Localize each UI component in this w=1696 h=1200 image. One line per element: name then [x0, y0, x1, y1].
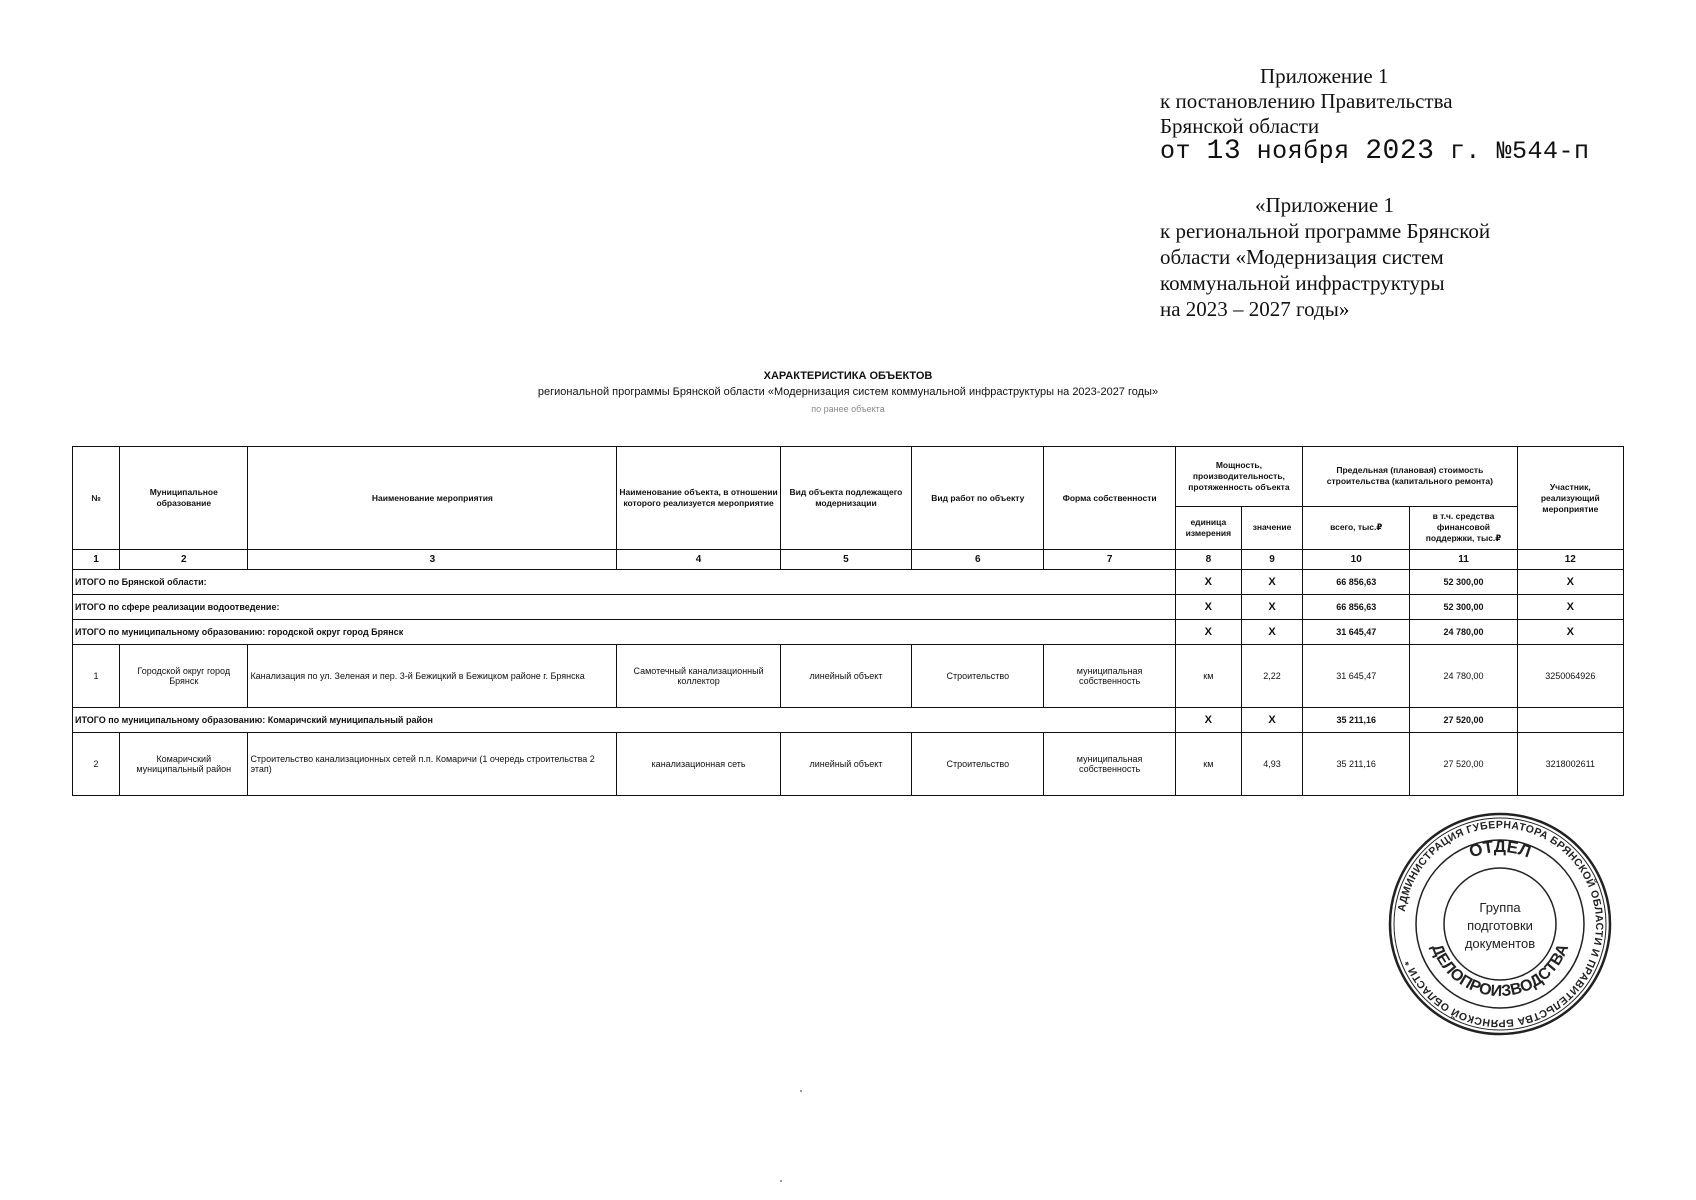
total-value: X: [1241, 708, 1302, 733]
header-measure: Наименование мероприятия: [248, 447, 617, 550]
document-subtitle: региональной программы Брянской области «Модернизация систем коммунальной инфраструктуры на 2023-2027 годы»: [537, 386, 1159, 398]
total-participant: [1517, 708, 1623, 733]
date-year: 2023: [1365, 136, 1435, 167]
row-total: 31 645,47: [1303, 645, 1410, 708]
scan-speck: [780, 1180, 782, 1182]
date-prefix: от: [1160, 137, 1192, 166]
row-number: 2: [73, 733, 120, 796]
col-num: 10: [1303, 550, 1410, 570]
program-appendix-label: «Приложение 1: [1255, 193, 1394, 217]
decree-appendix-label: Приложение 1: [1260, 64, 1389, 88]
header-total: всего, тыс.₽: [1303, 506, 1410, 549]
header-municipality: Муниципальное образование: [120, 447, 248, 550]
seal-center-line1: Группа: [1479, 900, 1521, 915]
decree-number: 544-п: [1511, 137, 1590, 166]
col-num: 7: [1044, 550, 1175, 570]
row-number: 1: [73, 645, 120, 708]
total-participant: X: [1517, 595, 1623, 620]
col-num: 8: [1175, 550, 1241, 570]
header-value: значение: [1241, 506, 1302, 549]
total-support: 27 520,00: [1410, 708, 1517, 733]
seal-arc-bottom: ДЕЛОПРОИЗВОДСТВА: [1427, 941, 1573, 1001]
table-row: [73, 733, 1624, 796]
column-number-row: [73, 550, 1624, 570]
col-num: 9: [1241, 550, 1302, 570]
total-label: ИТОГО по муниципальному образованию: городской округ город Брянск: [73, 620, 1176, 645]
row-municipality: Городской округ город Брянск: [120, 645, 248, 708]
row-ownership: муниципальная собственность: [1044, 645, 1175, 708]
row-work-type: Строительство: [912, 733, 1044, 796]
total-support: 52 300,00: [1410, 570, 1517, 595]
row-object-type: линейный объект: [780, 733, 911, 796]
seal-center-line2: подготовки: [1467, 918, 1533, 933]
header-unit: единица измерения: [1175, 506, 1241, 549]
header-ownership: Форма собственности: [1044, 447, 1175, 550]
total-value: X: [1241, 595, 1302, 620]
table-header-row: [73, 447, 1624, 507]
total-value: X: [1241, 620, 1302, 645]
total-participant: X: [1517, 570, 1623, 595]
col-num: 5: [780, 550, 911, 570]
program-appendix-line2: к региональной программе Брянской: [1160, 219, 1491, 243]
header-cost: Предельная (плановая) стоимость строительства (капитального ремонта): [1303, 447, 1518, 507]
document-title: ХАРАКТЕРИСТИКА ОБЪЕКТОВ: [763, 370, 933, 382]
row-support: 24 780,00: [1410, 645, 1517, 708]
col-num: 11: [1410, 550, 1517, 570]
total-cost: 66 856,63: [1303, 595, 1410, 620]
row-value: 4,93: [1241, 733, 1302, 796]
total-cost: 31 645,47: [1303, 620, 1410, 645]
col-num: 2: [120, 550, 248, 570]
program-appendix-line3: области «Модернизация систем: [1160, 245, 1444, 269]
total-participant: X: [1517, 620, 1623, 645]
seal-arc-top: ОТДЕЛ: [1466, 836, 1534, 862]
row-unit: км: [1175, 645, 1241, 708]
row-unit: км: [1175, 733, 1241, 796]
row-ownership: муниципальная собственность: [1044, 733, 1175, 796]
total-region-row: [73, 570, 1624, 595]
objects-table: [72, 446, 1624, 796]
date-day: 13: [1206, 136, 1242, 167]
header-number: №: [73, 447, 120, 550]
decree-date-number: [1160, 136, 1660, 167]
header-object-type: Вид объекта подлежащего модернизации: [780, 447, 911, 550]
total-label: ИТОГО по сфере реализации водоотведение:: [73, 595, 1176, 620]
col-num: 3: [248, 550, 617, 570]
faint-note: по ранее объекта: [811, 404, 885, 414]
row-total: 35 211,16: [1303, 733, 1410, 796]
number-sign: №: [1496, 137, 1512, 166]
decree-reference: [1160, 64, 1660, 167]
col-num: 6: [912, 550, 1044, 570]
table-row: [73, 645, 1624, 708]
total-label: ИТОГО по Брянской области:: [73, 570, 1176, 595]
row-measure: Строительство канализационных сетей п.п. Комаричи (1 очередь строительства 2 этап): [248, 733, 617, 796]
date-month: ноября: [1256, 137, 1350, 166]
col-num: 12: [1517, 550, 1623, 570]
row-participant: 3218002611: [1517, 733, 1623, 796]
header-support: в т.ч. средства финансовой поддержки, тыс.₽: [1410, 506, 1517, 549]
date-g: г.: [1449, 137, 1481, 166]
total-unit: X: [1175, 570, 1241, 595]
seal-ring-text: АДМИНИСТРАЦИЯ ГУБЕРНАТОРА БРЯНСКОЙ ОБЛАСТИ И ПРАВИТЕЛЬСТВА БРЯНСКОЙ ОБЛАСТИ *: [1395, 818, 1606, 1030]
row-work-type: Строительство: [912, 645, 1044, 708]
row-participant: 3250064926: [1517, 645, 1623, 708]
total-cost: 66 856,63: [1303, 570, 1410, 595]
total-unit: X: [1175, 620, 1241, 645]
total-unit: X: [1175, 595, 1241, 620]
row-support: 27 520,00: [1410, 733, 1517, 796]
program-appendix-line4: коммунальной инфраструктуры: [1160, 271, 1445, 295]
header-capacity: Мощность, производительность, протяженность объекта: [1175, 447, 1302, 507]
program-appendix: [1160, 192, 1660, 322]
total-support: 52 300,00: [1410, 595, 1517, 620]
official-seal: [1388, 812, 1612, 1036]
decree-region: Брянской области: [1160, 114, 1320, 138]
col-num: 1: [73, 550, 120, 570]
total-komarichi-row: [73, 708, 1624, 733]
decree-to-resolution: к постановлению Правительства: [1160, 89, 1453, 113]
total-bryansk-row: [73, 620, 1624, 645]
scan-speck: [800, 1090, 802, 1092]
row-measure: Канализация по ул. Зеленая и пер. 3-й Бежицкий в Бежицком районе г. Брянска: [248, 645, 617, 708]
total-sphere-row: [73, 595, 1624, 620]
row-value: 2,22: [1241, 645, 1302, 708]
total-unit: X: [1175, 708, 1241, 733]
program-appendix-line5: на 2023 – 2027 годы»: [1160, 297, 1350, 321]
total-cost: 35 211,16: [1303, 708, 1410, 733]
header-work-type: Вид работ по объекту: [912, 447, 1044, 550]
total-value: X: [1241, 570, 1302, 595]
total-support: 24 780,00: [1410, 620, 1517, 645]
row-municipality: Комаричский муниципальный район: [120, 733, 248, 796]
row-object: Самотечный канализационный коллектор: [617, 645, 780, 708]
header-participant: Участник, реализующий мероприятие: [1517, 447, 1623, 550]
row-object: канализационная сеть: [617, 733, 780, 796]
col-num: 4: [617, 550, 780, 570]
row-object-type: линейный объект: [780, 645, 911, 708]
total-label: ИТОГО по муниципальному образованию: Комаричский муниципальный район: [73, 708, 1176, 733]
seal-center-line3: документов: [1464, 936, 1536, 951]
header-object: Наименование объекта, в отношении которого реализуется мероприятие: [617, 447, 780, 550]
